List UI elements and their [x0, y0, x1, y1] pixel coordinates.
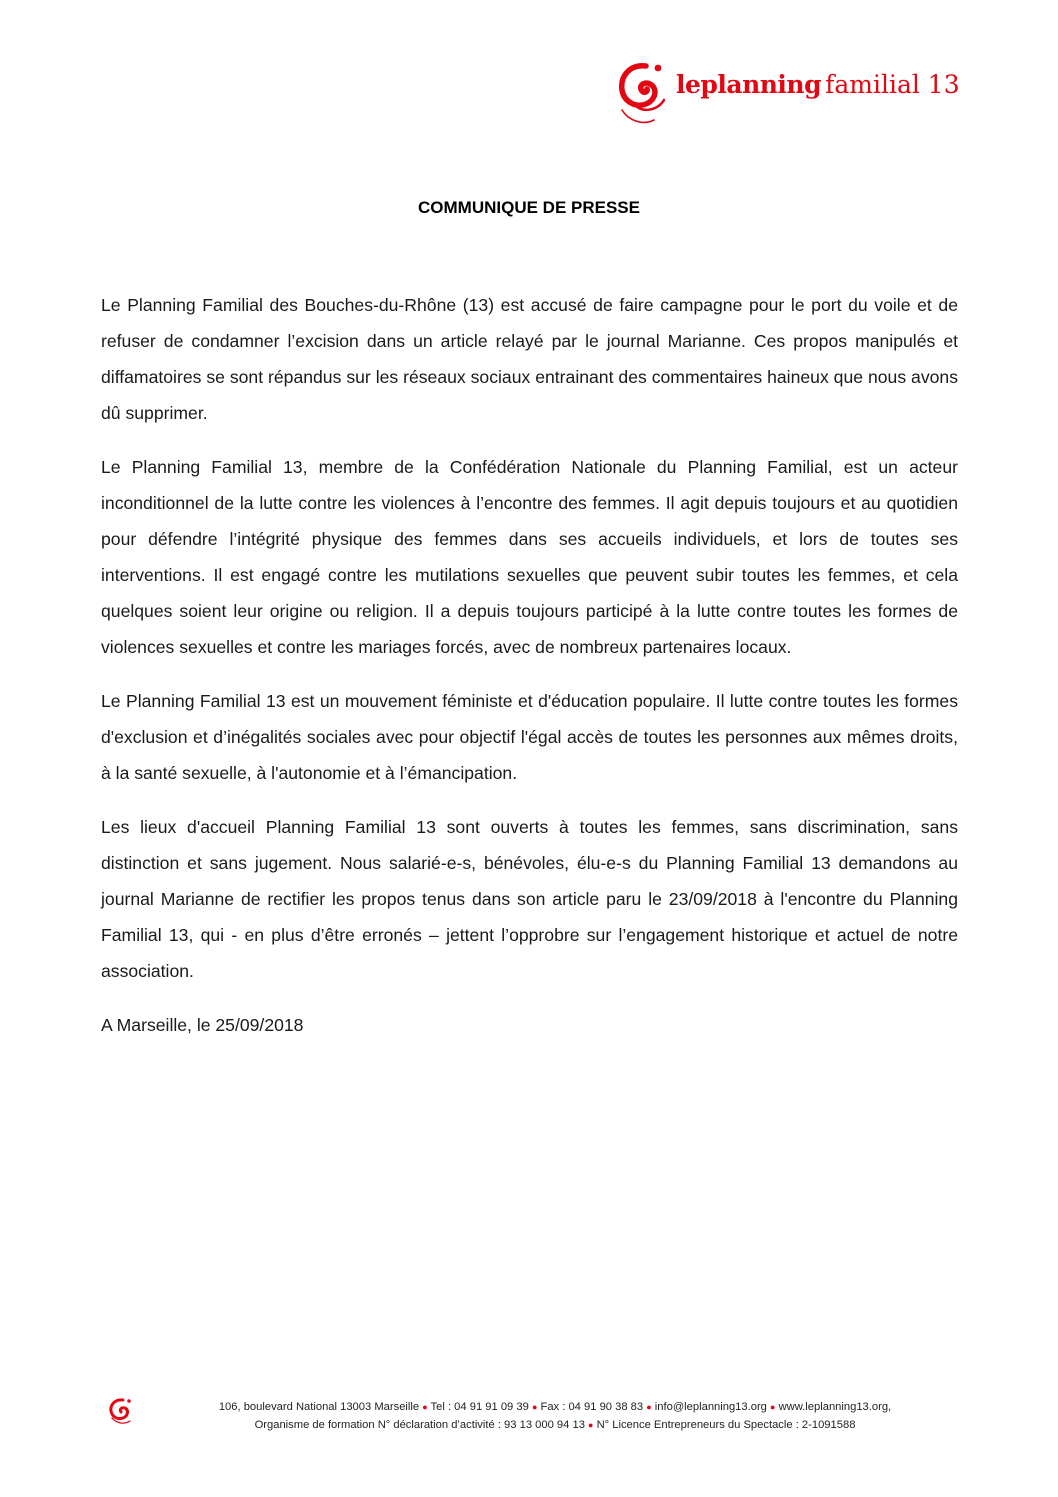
logo-name-bold: leplanning [676, 70, 822, 99]
footer-training-declaration: Organisme de formation N° déclaration d’activité : 93 13 000 94 13 [254, 1419, 585, 1431]
document-title: COMMUNIQUE DE PRESSE [418, 198, 640, 217]
footer-line-2 [150, 1416, 960, 1434]
footer-email-link[interactable]: info@leplanning13.org [654, 1401, 767, 1413]
separator-dot: ● [646, 1402, 652, 1412]
footer-contact [150, 1398, 960, 1434]
footer-website-link[interactable]: www.leplanning13.org, [778, 1401, 892, 1413]
paragraph: Les lieux d'accueil Planning Familial 13 sont ouverts à toutes les femmes, sans discrimination, sans distinction et sans jugement. Nous salarié-e-s, bénévoles, élu-e-s du Planning Familial 13 demandons au journal Marianne de rectifier les propos tenus dans son article paru le 23/09/2018 à l'encontre du Planning Familial 13, qui - en plus d’être erronés – jettent l’opprobre sur l’engagement historique et actuel de notre association. [101, 817, 958, 981]
footer-logo-icon [108, 1396, 136, 1426]
organization-logo [614, 58, 964, 132]
spiral-logo-icon [614, 58, 674, 132]
footer-tel: Tel : 04 91 91 09 39 [430, 1401, 529, 1413]
footer-license: N° Licence Entrepreneurs du Spectacle : 2-1091588 [596, 1419, 856, 1431]
document-body [101, 287, 958, 1061]
separator-dot: ● [770, 1402, 776, 1412]
footer-fax: Fax : 04 91 90 38 83 [540, 1401, 644, 1413]
separator-dot: ● [422, 1402, 428, 1412]
paragraph: Le Planning Familial 13, membre de la Confédération Nationale du Planning Familial, est un acteur inconditionnel de la lutte contre les violences à l’encontre des femmes. Il agit depuis toujours et au quotidien pour défendre l’intégrité physique des femmes dans ses accueils individuels, et lors de toutes ses interventions. Il est engagé contre les mutilations sexuelles que peuvent subir toutes les femmes, et cela quelques soient leur origine ou religion. Il a depuis toujours participé à la lutte contre toutes les formes de violences sexuelles et contre les mariages forcés, avec de nombreux partenaires locaux. [101, 457, 958, 657]
logo-name-light: familial 13 [825, 70, 960, 99]
footer-line-1 [150, 1398, 960, 1416]
separator-dot: ● [588, 1420, 594, 1430]
paragraph: Le Planning Familial 13 est un mouvement féministe et d'éducation populaire. Il lutte contre toutes les formes d'exclusion et d’inégalités sociales avec pour objectif l'égal accès de toutes les personnes aux mêmes droits, à la santé sexuelle, à l'autonomie et à l’émancipation. [101, 691, 958, 783]
paragraph: Le Planning Familial des Bouches-du-Rhône (13) est accusé de faire campagne pour le port du voile et de refuser de condamner l’excision dans un article relayé par le journal Marianne. Ces propos manipulés et diffamatoires se sont répandus sur les réseaux sociaux entrainant des commentaires haineux que nous avons dû supprimer. [101, 295, 958, 423]
closing-date-line: A Marseille, le 25/09/2018 [101, 1015, 304, 1035]
footer-address: 106, boulevard National 13003 Marseille [218, 1401, 420, 1413]
logo-wordmark [676, 70, 960, 100]
separator-dot: ● [531, 1402, 538, 1412]
